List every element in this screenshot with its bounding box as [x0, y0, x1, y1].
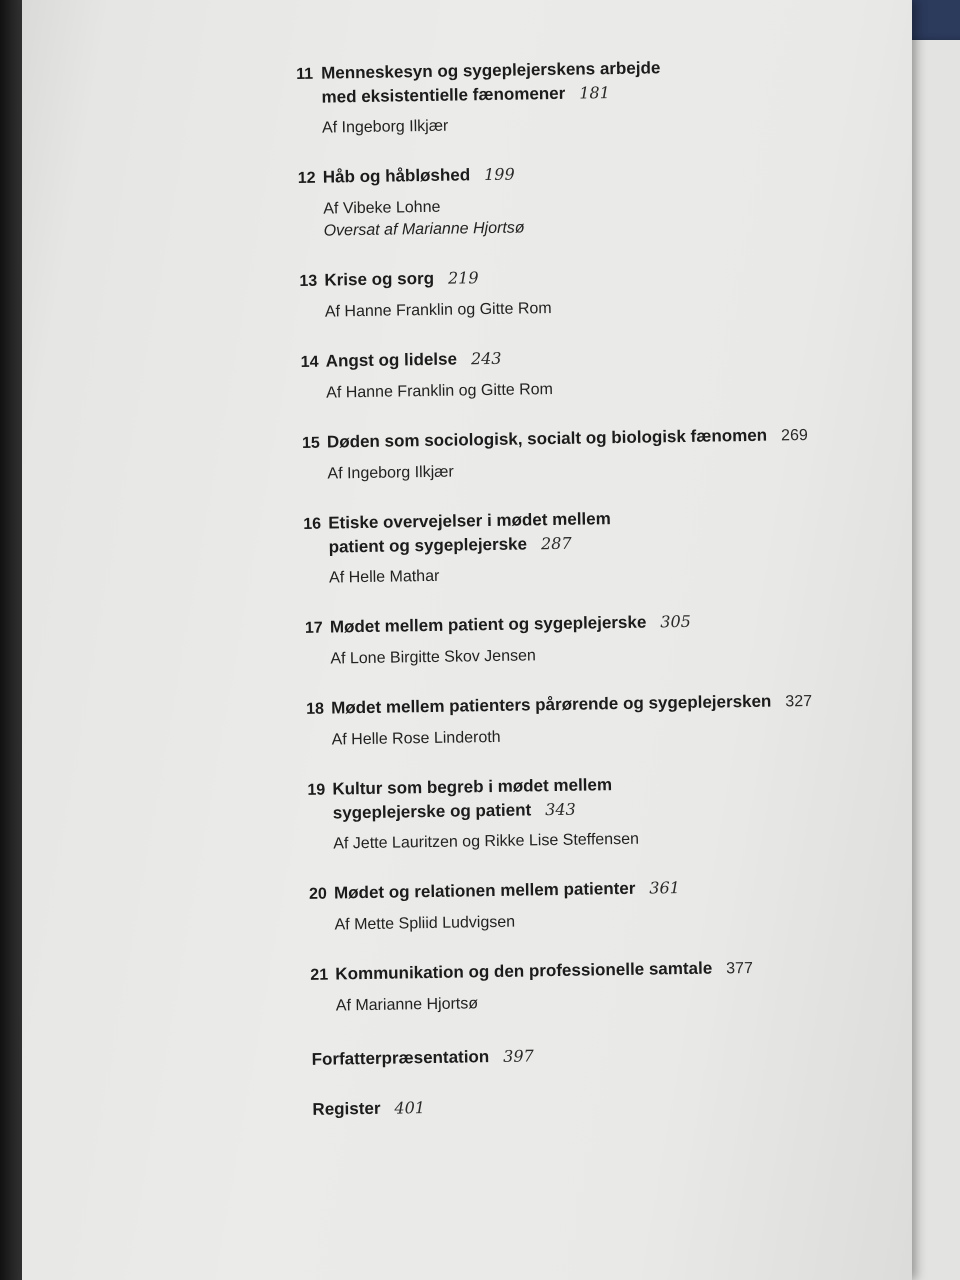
table-of-contents	[296, 53, 913, 1148]
chapter-number: 13	[299, 272, 318, 290]
chapter-title: Mødet mellem patienters pårørende og sygeplejersken	[331, 691, 772, 718]
chapter-title: Mødet mellem patient og sygeplejerske	[329, 612, 647, 637]
chapter-number: 18	[306, 700, 325, 718]
page-number: 327	[785, 692, 813, 711]
page-number: 199	[483, 164, 515, 185]
toc-entry-12	[298, 157, 899, 243]
chapter-number: 16	[303, 515, 322, 533]
page-number: 219	[447, 268, 479, 288]
page-number: 361	[649, 878, 681, 898]
chapter-number: 12	[297, 169, 316, 187]
chapter-author: Af Mette Spliid Ludvigsen	[334, 913, 516, 934]
chapter-author: Af Ingeborg Ilkjær	[321, 117, 449, 137]
chapter-title: Håb og håbløshed	[322, 165, 471, 187]
toc-entry-15	[302, 422, 903, 486]
chapter-author: Af Hanne Franklin og Gitte Rom	[324, 300, 552, 321]
page-number: 305	[660, 611, 692, 632]
page-number: 269	[780, 427, 808, 445]
toc-entry-20	[309, 872, 910, 936]
chapter-title: Menneskesyn og sygeplejerskens arbejde med eksistentielle fænomener	[321, 58, 661, 107]
chapter-author: Af Jette Lauritzen og Rikke Lise Steffensen	[333, 830, 640, 853]
chapter-title: Etiske overvejelser i mødet mellem patient og sygeplejerske	[328, 509, 611, 557]
chapter-number: 11	[296, 65, 314, 83]
back-matter-title: Forfatterpræsentation	[311, 1047, 490, 1069]
chapter-title: Mødet og relationen mellem patienter	[333, 878, 636, 903]
chapter-number: 17	[304, 619, 323, 637]
chapter-author: Af Ingeborg Ilkjær	[327, 463, 454, 483]
chapter-title: Kultur som begreb i mødet mellem sygeplejerske og patient	[332, 775, 613, 823]
toc-entry-13	[299, 260, 900, 324]
chapter-author: Af Helle Mathar	[328, 567, 440, 587]
chapter-number: 20	[308, 885, 328, 903]
chapter-number: 14	[300, 353, 319, 371]
page-number: 243	[470, 348, 502, 369]
chapter-author: Af Hanne Franklin og Gitte Rom	[326, 381, 554, 402]
page-number: 181	[579, 83, 610, 103]
toc-entry-14	[301, 341, 902, 405]
toc-entry-18	[306, 687, 907, 751]
toc-back-matter-register	[312, 1088, 912, 1121]
chapter-translator: Oversat af Marianne Hjortsø	[323, 219, 525, 240]
chapter-author: Af Helle Rose Linderoth	[331, 728, 501, 749]
back-matter-title: Register	[312, 1098, 381, 1119]
chapter-number: 15	[301, 434, 320, 452]
toc-entry-17	[305, 607, 906, 671]
page-number: 287	[540, 533, 572, 554]
chapter-title: Kommunikation og den professionelle samtale	[335, 958, 713, 984]
page-number: 401	[394, 1098, 426, 1118]
page-number: 397	[503, 1046, 534, 1066]
page-number: 343	[545, 799, 576, 820]
toc-back-matter-authors	[311, 1038, 911, 1071]
chapter-number: 21	[310, 966, 329, 984]
chapter-title: Døden som sociologisk, socialt og biologisk fænomen	[326, 425, 768, 452]
toc-entry-16	[303, 503, 904, 590]
chapter-title: Angst og lidelse	[325, 349, 458, 371]
toc-entry-21	[310, 953, 911, 1017]
toc-entry-19	[307, 768, 908, 855]
page-number: 377	[726, 959, 754, 978]
toc-page	[22, 0, 912, 1280]
toc-entry-11	[296, 53, 897, 140]
chapter-title: Krise og sorg	[324, 268, 435, 290]
chapter-number: 19	[307, 781, 326, 799]
chapter-author: Af Marianne Hjortsø	[335, 995, 479, 1015]
chapter-author: Af Vibeke Lohne	[323, 198, 441, 218]
chapter-author: Af Lone Birgitte Skov Jensen	[330, 647, 536, 668]
